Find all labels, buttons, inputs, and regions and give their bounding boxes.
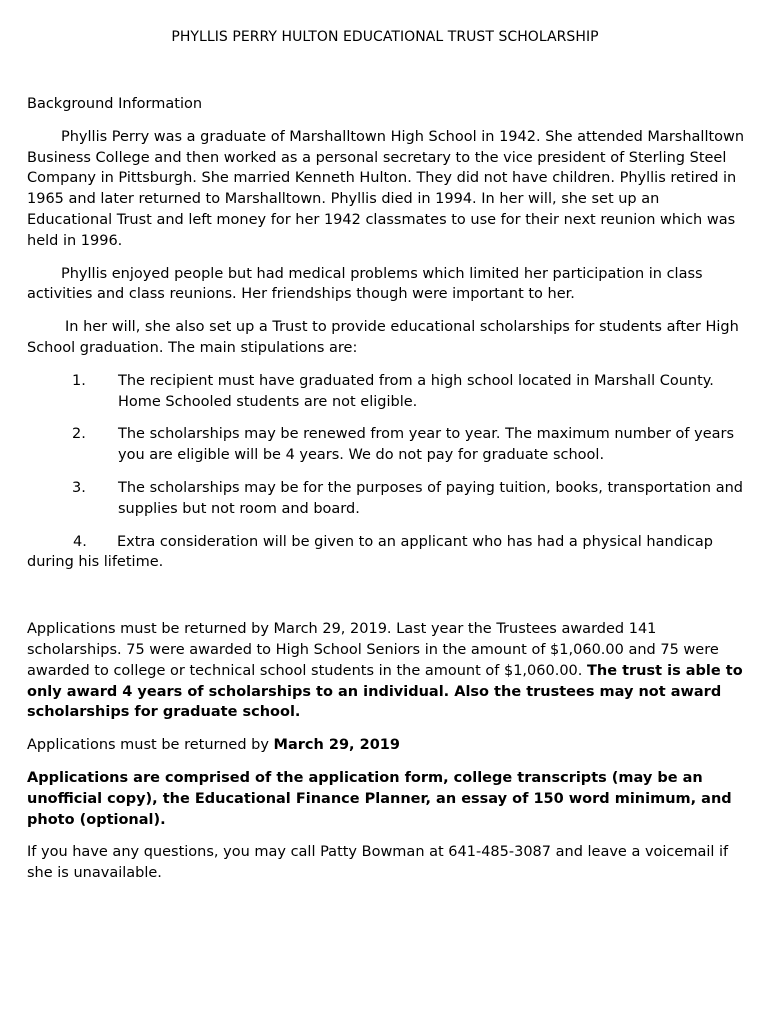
spacer	[27, 585, 747, 619]
stipulation-text: Extra consideration will be given to an applicant who has had a physical handicap during his lifetime.	[27, 533, 713, 571]
paragraph-contact: If you have any questions, you may call Patty Bowman at 641-485-3087 and leave a voicemail if she is unavailable.	[27, 844, 729, 882]
stipulation-text: The scholarships may be renewed from year to year. The maximum number of years you are eligible will be 4 years. We do not pay for graduate school.	[118, 426, 735, 464]
stipulation-item	[27, 532, 747, 574]
application-limits-text: The trust is able to only award 4 years of scholarships to an individual. Also the trustees may not award scholarships for graduate school.	[27, 662, 743, 721]
paragraph-deadline	[27, 735, 747, 756]
application-stats-text: Applications must be returned by March 29, 2019. Last year the Trustees awarded 141 scholarships. 75 were awarded to High School Seniors in the amount of $1,060.00 and 75 were awarded to college or technical school students in the amount of $1,060.00.	[27, 621, 719, 679]
stipulation-item	[27, 478, 747, 520]
deadline-label: Applications must be returned by	[27, 737, 274, 754]
stipulation-number: 3.	[72, 479, 86, 496]
deadline-date: March 29, 2019	[273, 737, 400, 754]
stipulation-item	[27, 371, 747, 413]
stipulation-text: The scholarships may be for the purposes of paying tuition, books, transportation and supplies but not room and board.	[118, 479, 743, 517]
paragraph-application-stats	[27, 619, 747, 723]
paragraph-trust-intro: In her will, she also set up a Trust to provide educational scholarships for students after High School graduation. The main stipulations are:	[27, 319, 739, 356]
stipulation-number: 2.	[72, 426, 86, 443]
stipulation-number: 4.	[73, 533, 87, 550]
document-title: PHYLLIS PERRY HULTON EDUCATIONAL TRUST SCHOLARSHIP	[171, 29, 599, 45]
paragraph-friendships: Phyllis enjoyed people but had medical problems which limited her participation in class activities and class reunions. Her friendships though were important to her.	[27, 265, 703, 303]
stipulation-text: The recipient must have graduated from a high school located in Marshall County. Home Schooled students are not eligible.	[118, 372, 714, 410]
stipulation-number: 1.	[72, 372, 86, 389]
paragraph-biography: Phyllis Perry was a graduate of Marshalltown High School in 1942. She attended Marshalltown Business College and then worked as a personal secretary to the vice president of Sterling Steel Company in Pittsburgh. She married Kenneth Hulton. They did not have children. Phyllis retired in 1965 and later returned to Marshalltown. Phyllis died in 1994. In her will, she set up an Educational Trust and left money for her 1942 classmates to use for their next reunion which was held in 1996.	[27, 128, 745, 249]
paragraph-application-contents	[27, 768, 747, 830]
document-body	[27, 94, 747, 896]
background-heading: Background Information	[27, 96, 203, 112]
stipulation-item	[27, 424, 747, 466]
application-contents-text: Applications are comprised of the application form, college transcripts (may be an unofficial copy), the Educational Finance Planner, an essay of 150 word minimum, and photo (optional).	[27, 769, 732, 828]
